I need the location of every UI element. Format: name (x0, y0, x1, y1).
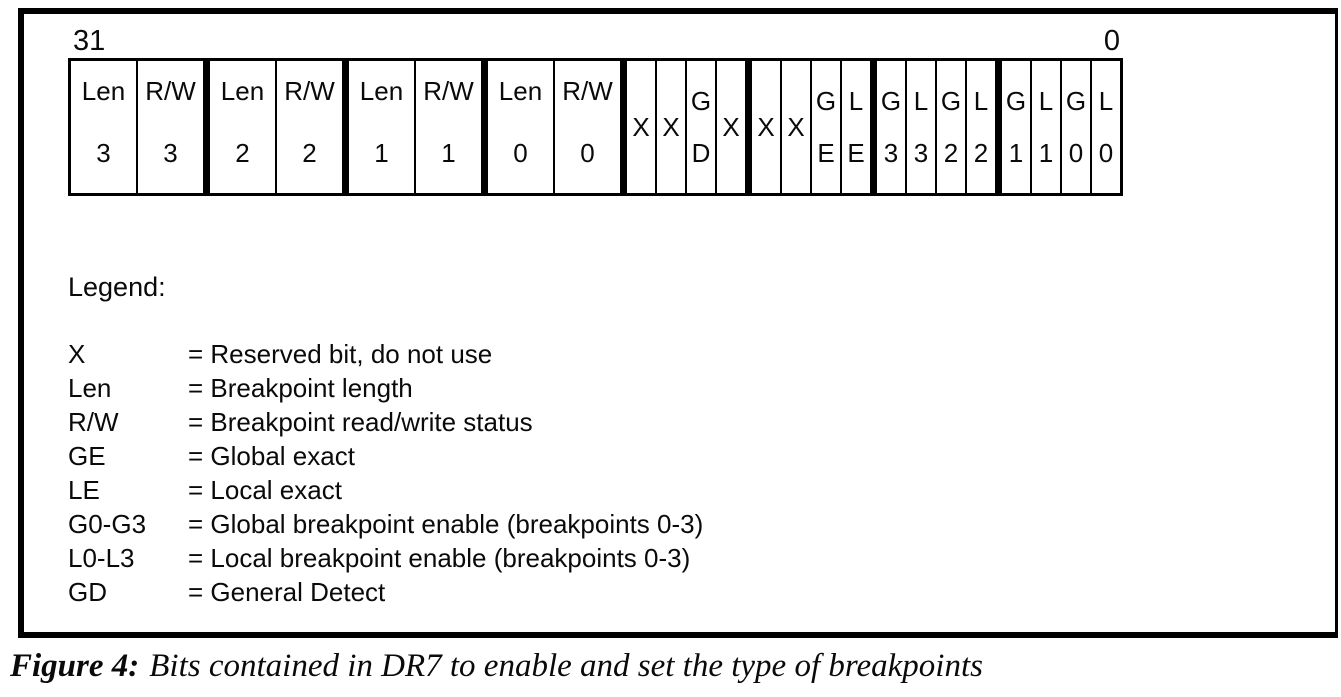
reg-cell-text: 1 (374, 138, 389, 168)
reg-cell-text: 0 (1068, 138, 1084, 168)
reg-cell-text: R/W (284, 76, 335, 106)
legend-definition: = General Detect (188, 577, 386, 607)
reg-cell-text: X (632, 112, 650, 142)
reg-cell-text: L (973, 86, 989, 116)
legend-definition: = Local breakpoint enable (breakpoints 0-3) (188, 543, 691, 573)
bit-31-label: 31 (73, 25, 106, 57)
legend-definition: = Breakpoint read/write status (188, 407, 533, 437)
reg-cell-text: 2 (943, 138, 959, 168)
reg-cell-text: E (847, 138, 865, 168)
reg-cell-len3 (71, 61, 136, 193)
reg-cell-text: G (1065, 86, 1087, 116)
legend-entries (68, 337, 1335, 609)
reg-cell-x-bit-b (655, 61, 685, 193)
reg-cell-gd (685, 61, 715, 193)
reg-cell-text: 0 (1098, 138, 1114, 168)
figure-caption-label: Figure 4: (10, 648, 140, 684)
legend-entry-gd (68, 575, 1335, 609)
reg-cell-text: L (1098, 86, 1114, 116)
reg-cell-text: R/W (423, 76, 474, 106)
legend-term: Len (68, 373, 112, 403)
reg-cell-text: G (690, 86, 712, 116)
reg-cell-l1 (1030, 61, 1060, 193)
legend-entry-g0-g3 (68, 507, 1335, 541)
reg-cell-rw0 (553, 61, 620, 193)
legend-entry-r-w (68, 405, 1335, 439)
legend-term: GD (68, 577, 107, 607)
reg-cell-len0 (481, 61, 553, 193)
reg-cell-rw2 (275, 61, 342, 193)
reg-cell-text: 2 (973, 138, 989, 168)
reg-cell-text: R/W (562, 76, 613, 106)
reg-cell-text: E (817, 138, 835, 168)
reg-cell-text: 3 (163, 138, 178, 168)
legend-entry-len (68, 371, 1335, 405)
reg-cell-text: 2 (302, 138, 317, 168)
reg-cell-text: L (913, 86, 929, 116)
legend-term: LE (68, 475, 100, 505)
reg-cell-text: 3 (96, 138, 111, 168)
reg-cell-text: 2 (235, 138, 250, 168)
reg-cell-x-bit-d (745, 61, 780, 193)
reg-cell-g3 (870, 61, 905, 193)
reg-cell-text: D (691, 138, 711, 168)
reg-cell-len2 (203, 61, 275, 193)
reg-cell-text: X (787, 112, 805, 142)
bit-index-labels (68, 26, 1124, 58)
legend-definition: = Global breakpoint enable (breakpoints 0-3) (188, 509, 704, 539)
reg-cell-rw1 (414, 61, 481, 193)
reg-cell-text: 3 (913, 138, 929, 168)
legend-term: G0-G3 (68, 509, 147, 539)
reg-cell-x-bit-a (620, 61, 655, 193)
reg-cell-text: Len (81, 76, 126, 106)
reg-cell-text: 0 (580, 138, 595, 168)
legend-title: Legend: (68, 272, 166, 302)
reg-cell-text: X (722, 112, 740, 142)
figure-caption (10, 646, 983, 686)
reg-cell-text: L (848, 86, 864, 116)
legend-term: X (68, 339, 86, 369)
legend-definition: = Breakpoint length (188, 373, 413, 403)
dr7-register-diagram (68, 26, 1124, 196)
legend-definition: = Local exact (188, 475, 342, 505)
reg-cell-text: 0 (513, 138, 528, 168)
figure-box (18, 8, 1338, 638)
reg-cell-text: G (815, 86, 837, 116)
reg-cell-text: G (940, 86, 962, 116)
legend (68, 272, 1335, 609)
reg-cell-text: Len (220, 76, 265, 106)
reg-cell-text: G (1005, 86, 1027, 116)
legend-definition: = Global exact (188, 441, 355, 471)
reg-cell-text: X (757, 112, 775, 142)
legend-term: GE (68, 441, 106, 471)
reg-cell-g1 (995, 61, 1030, 193)
reg-cell-x-bit-e (780, 61, 810, 193)
reg-cell-text: 1 (441, 138, 456, 168)
reg-cell-text: G (880, 86, 902, 116)
reg-cell-text: L (1038, 86, 1054, 116)
figure-caption-text: Bits contained in DR7 to enable and set the type of breakpoints (149, 648, 983, 684)
reg-cell-ge (810, 61, 840, 193)
dr7-register-row (68, 58, 1123, 196)
bit-0-label: 0 (1103, 25, 1120, 57)
reg-cell-le (840, 61, 870, 193)
legend-term: L0-L3 (68, 543, 135, 573)
reg-cell-rw3 (136, 61, 203, 193)
reg-cell-len1 (342, 61, 414, 193)
reg-cell-x-bit-c (715, 61, 745, 193)
reg-cell-g0 (1060, 61, 1090, 193)
legend-entry-ge (68, 439, 1335, 473)
reg-cell-text: Len (359, 76, 404, 106)
legend-entry-x (68, 337, 1335, 371)
reg-cell-text: 1 (1038, 138, 1054, 168)
reg-cell-l2 (965, 61, 995, 193)
reg-cell-text: Len (498, 76, 543, 106)
reg-cell-g2 (935, 61, 965, 193)
reg-cell-text: 3 (883, 138, 899, 168)
reg-cell-l0 (1090, 61, 1120, 193)
legend-entry-l0-l3 (68, 541, 1335, 575)
reg-cell-text: X (662, 112, 680, 142)
reg-cell-l3 (905, 61, 935, 193)
legend-definition: = Reserved bit, do not use (188, 339, 493, 369)
legend-entry-le (68, 473, 1335, 507)
reg-cell-text: 1 (1008, 138, 1024, 168)
legend-term: R/W (68, 407, 119, 437)
reg-cell-text: R/W (145, 76, 196, 106)
